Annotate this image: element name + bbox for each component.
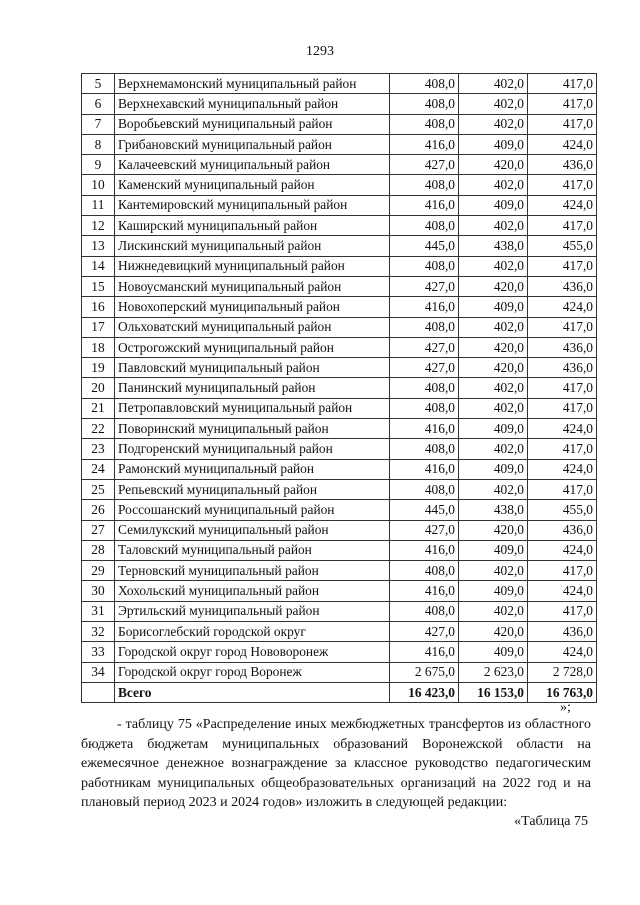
table-row xyxy=(82,398,597,418)
value-2022: 427,0 xyxy=(390,520,459,540)
value-2022: 416,0 xyxy=(390,642,459,662)
value-2023: 420,0 xyxy=(459,155,528,175)
municipality-name: Каменский муниципальный район xyxy=(115,175,390,195)
value-2022: 416,0 xyxy=(390,540,459,560)
municipality-name: Ольховатский муниципальный район xyxy=(115,317,390,337)
value-2023: 402,0 xyxy=(459,601,528,621)
table-row xyxy=(82,439,597,459)
row-number: 20 xyxy=(82,378,115,398)
row-number: 23 xyxy=(82,439,115,459)
table-row xyxy=(82,581,597,601)
value-2024: 417,0 xyxy=(528,398,597,418)
row-number: 8 xyxy=(82,134,115,154)
value-2022: 445,0 xyxy=(390,500,459,520)
municipality-name: Поворинский муниципальный район xyxy=(115,419,390,439)
municipality-name: Репьевский муниципальный район xyxy=(115,479,390,499)
value-2023: 402,0 xyxy=(459,479,528,499)
value-2023: 409,0 xyxy=(459,540,528,560)
table-row xyxy=(82,500,597,520)
value-2023: 409,0 xyxy=(459,581,528,601)
value-2024: 436,0 xyxy=(528,358,597,378)
value-2024: 417,0 xyxy=(528,439,597,459)
value-2024: 436,0 xyxy=(528,622,597,642)
row-number: 33 xyxy=(82,642,115,662)
value-2023: 402,0 xyxy=(459,256,528,276)
total-label: Всего xyxy=(115,682,390,702)
value-2023: 409,0 xyxy=(459,297,528,317)
municipality-name: Воробьевский муниципальный район xyxy=(115,114,390,134)
municipality-name: Грибановский муниципальный район xyxy=(115,134,390,154)
municipality-name: Хохольский муниципальный район xyxy=(115,581,390,601)
row-number: 13 xyxy=(82,236,115,256)
table-row xyxy=(82,175,597,195)
value-2022: 408,0 xyxy=(390,94,459,114)
row-number: 29 xyxy=(82,561,115,581)
value-2023: 402,0 xyxy=(459,74,528,94)
total-row xyxy=(82,682,597,702)
table-row xyxy=(82,642,597,662)
municipality-name: Петропавловский муниципальный район xyxy=(115,398,390,418)
value-2022: 408,0 xyxy=(390,317,459,337)
row-number: 32 xyxy=(82,622,115,642)
table-row xyxy=(82,236,597,256)
table-row xyxy=(82,662,597,682)
municipality-name: Острогожский муниципальный район xyxy=(115,337,390,357)
closing-quote: »; xyxy=(560,700,571,715)
value-2023: 420,0 xyxy=(459,622,528,642)
value-2024: 424,0 xyxy=(528,134,597,154)
value-2024: 436,0 xyxy=(528,155,597,175)
table-row xyxy=(82,94,597,114)
value-2024: 417,0 xyxy=(528,94,597,114)
table-row xyxy=(82,74,597,94)
row-number: 28 xyxy=(82,540,115,560)
value-2023: 438,0 xyxy=(459,236,528,256)
table-row xyxy=(82,540,597,560)
municipality-name: Терновский муниципальный район xyxy=(115,561,390,581)
municipality-name: Нижнедевицкий муниципальный район xyxy=(115,256,390,276)
value-2023: 402,0 xyxy=(459,398,528,418)
municipality-name: Кантемировский муниципальный район xyxy=(115,195,390,215)
value-2024: 417,0 xyxy=(528,378,597,398)
table-row xyxy=(82,378,597,398)
value-2024: 455,0 xyxy=(528,500,597,520)
value-2024: 417,0 xyxy=(528,114,597,134)
value-2023: 402,0 xyxy=(459,114,528,134)
value-2024: 424,0 xyxy=(528,419,597,439)
value-2024: 424,0 xyxy=(528,581,597,601)
value-2023: 402,0 xyxy=(459,216,528,236)
total-row-number xyxy=(82,682,115,702)
row-number: 15 xyxy=(82,276,115,296)
municipality-name: Верхнехавский муниципальный район xyxy=(115,94,390,114)
value-2023: 420,0 xyxy=(459,337,528,357)
municipality-name: Лискинский муниципальный район xyxy=(115,236,390,256)
table-row xyxy=(82,459,597,479)
value-2024: 436,0 xyxy=(528,520,597,540)
value-2023: 2 623,0 xyxy=(459,662,528,682)
value-2024: 424,0 xyxy=(528,195,597,215)
table-row xyxy=(82,419,597,439)
municipality-name: Семилукский муниципальный район xyxy=(115,520,390,540)
value-2023: 402,0 xyxy=(459,175,528,195)
value-2024: 417,0 xyxy=(528,175,597,195)
value-2024: 417,0 xyxy=(528,561,597,581)
value-2023: 420,0 xyxy=(459,276,528,296)
row-number: 11 xyxy=(82,195,115,215)
table-caption: «Таблица 75 xyxy=(514,814,588,829)
value-2023: 420,0 xyxy=(459,520,528,540)
row-number: 6 xyxy=(82,94,115,114)
municipality-name: Эртильский муниципальный район xyxy=(115,601,390,621)
municipality-name: Новоусманский муниципальный район xyxy=(115,276,390,296)
municipality-name: Подгоренский муниципальный район xyxy=(115,439,390,459)
value-2022: 408,0 xyxy=(390,216,459,236)
row-number: 19 xyxy=(82,358,115,378)
value-2022: 427,0 xyxy=(390,155,459,175)
value-2022: 408,0 xyxy=(390,114,459,134)
value-2024: 424,0 xyxy=(528,540,597,560)
value-2024: 2 728,0 xyxy=(528,662,597,682)
table-row xyxy=(82,216,597,236)
value-2023: 409,0 xyxy=(459,459,528,479)
municipality-name: Павловский муниципальный район xyxy=(115,358,390,378)
table-row xyxy=(82,256,597,276)
value-2023: 409,0 xyxy=(459,195,528,215)
value-2022: 2 675,0 xyxy=(390,662,459,682)
row-number: 26 xyxy=(82,500,115,520)
value-2023: 438,0 xyxy=(459,500,528,520)
value-2023: 420,0 xyxy=(459,358,528,378)
value-2022: 445,0 xyxy=(390,236,459,256)
row-number: 17 xyxy=(82,317,115,337)
table-body xyxy=(82,74,597,703)
value-2022: 427,0 xyxy=(390,337,459,357)
value-2022: 408,0 xyxy=(390,479,459,499)
municipality-name: Таловский муниципальный район xyxy=(115,540,390,560)
value-2024: 417,0 xyxy=(528,479,597,499)
table-row xyxy=(82,155,597,175)
value-2024: 424,0 xyxy=(528,642,597,662)
row-number: 30 xyxy=(82,581,115,601)
value-2022: 427,0 xyxy=(390,622,459,642)
total-2023: 16 153,0 xyxy=(459,682,528,702)
value-2024: 417,0 xyxy=(528,601,597,621)
value-2022: 427,0 xyxy=(390,358,459,378)
total-2022: 16 423,0 xyxy=(390,682,459,702)
value-2024: 417,0 xyxy=(528,74,597,94)
value-2023: 402,0 xyxy=(459,317,528,337)
value-2022: 416,0 xyxy=(390,419,459,439)
value-2024: 436,0 xyxy=(528,337,597,357)
value-2022: 408,0 xyxy=(390,561,459,581)
table-row xyxy=(82,479,597,499)
municipality-name: Россошанский муниципальный район xyxy=(115,500,390,520)
table-row xyxy=(82,622,597,642)
municipality-name: Городской округ город Нововоронеж xyxy=(115,642,390,662)
value-2022: 408,0 xyxy=(390,378,459,398)
value-2022: 408,0 xyxy=(390,74,459,94)
value-2022: 408,0 xyxy=(390,439,459,459)
row-number: 9 xyxy=(82,155,115,175)
value-2022: 427,0 xyxy=(390,276,459,296)
table-row xyxy=(82,601,597,621)
municipality-name: Калачеевский муниципальный район xyxy=(115,155,390,175)
municipality-name: Борисоглебский городской округ xyxy=(115,622,390,642)
municipality-name: Рамонский муниципальный район xyxy=(115,459,390,479)
row-number: 14 xyxy=(82,256,115,276)
value-2023: 402,0 xyxy=(459,378,528,398)
value-2022: 408,0 xyxy=(390,601,459,621)
row-number: 5 xyxy=(82,74,115,94)
value-2024: 417,0 xyxy=(528,256,597,276)
value-2024: 424,0 xyxy=(528,459,597,479)
municipality-name: Панинский муниципальный район xyxy=(115,378,390,398)
value-2024: 417,0 xyxy=(528,216,597,236)
row-number: 7 xyxy=(82,114,115,134)
municipality-name: Городской округ город Воронеж xyxy=(115,662,390,682)
value-2023: 402,0 xyxy=(459,439,528,459)
value-2022: 416,0 xyxy=(390,134,459,154)
value-2022: 416,0 xyxy=(390,297,459,317)
municipality-name: Новохоперский муниципальный район xyxy=(115,297,390,317)
row-number: 21 xyxy=(82,398,115,418)
value-2023: 409,0 xyxy=(459,642,528,662)
value-2022: 416,0 xyxy=(390,459,459,479)
table-row xyxy=(82,317,597,337)
amendment-paragraph: - таблицу 75 «Распределение иных межбюджетных трансфертов из областного бюджета бюджетам муниципальных образований Воронежской области на ежемесячное денежное вознаграждение за классное руководство педагогическим работникам муниципальных общеобразовательных организаций на 2022 год и на плановый период 2023 и 2024 годов» изложить в следующей редакции: xyxy=(81,717,591,810)
value-2023: 402,0 xyxy=(459,561,528,581)
row-number: 22 xyxy=(82,419,115,439)
row-number: 18 xyxy=(82,337,115,357)
value-2024: 417,0 xyxy=(528,317,597,337)
row-number: 31 xyxy=(82,601,115,621)
row-number: 27 xyxy=(82,520,115,540)
table-row xyxy=(82,520,597,540)
table-row xyxy=(82,276,597,296)
value-2024: 455,0 xyxy=(528,236,597,256)
table-row xyxy=(82,561,597,581)
value-2022: 408,0 xyxy=(390,256,459,276)
row-number: 16 xyxy=(82,297,115,317)
value-2023: 409,0 xyxy=(459,419,528,439)
table-row xyxy=(82,114,597,134)
row-number: 12 xyxy=(82,216,115,236)
municipality-name: Верхнемамонский муниципальный район xyxy=(115,74,390,94)
table-row xyxy=(82,358,597,378)
row-number: 25 xyxy=(82,479,115,499)
table-row xyxy=(82,134,597,154)
total-2024: 16 763,0 xyxy=(528,682,597,702)
municipality-name: Каширский муниципальный район xyxy=(115,216,390,236)
value-2022: 408,0 xyxy=(390,175,459,195)
page-number: 1293 xyxy=(306,44,334,59)
table-row xyxy=(82,297,597,317)
table-row xyxy=(82,337,597,357)
value-2022: 416,0 xyxy=(390,195,459,215)
value-2022: 408,0 xyxy=(390,398,459,418)
row-number: 24 xyxy=(82,459,115,479)
row-number: 10 xyxy=(82,175,115,195)
table-row xyxy=(82,195,597,215)
row-number: 34 xyxy=(82,662,115,682)
value-2024: 424,0 xyxy=(528,297,597,317)
transfers-table xyxy=(81,73,597,703)
value-2024: 436,0 xyxy=(528,276,597,296)
value-2023: 402,0 xyxy=(459,94,528,114)
value-2023: 409,0 xyxy=(459,134,528,154)
value-2022: 416,0 xyxy=(390,581,459,601)
